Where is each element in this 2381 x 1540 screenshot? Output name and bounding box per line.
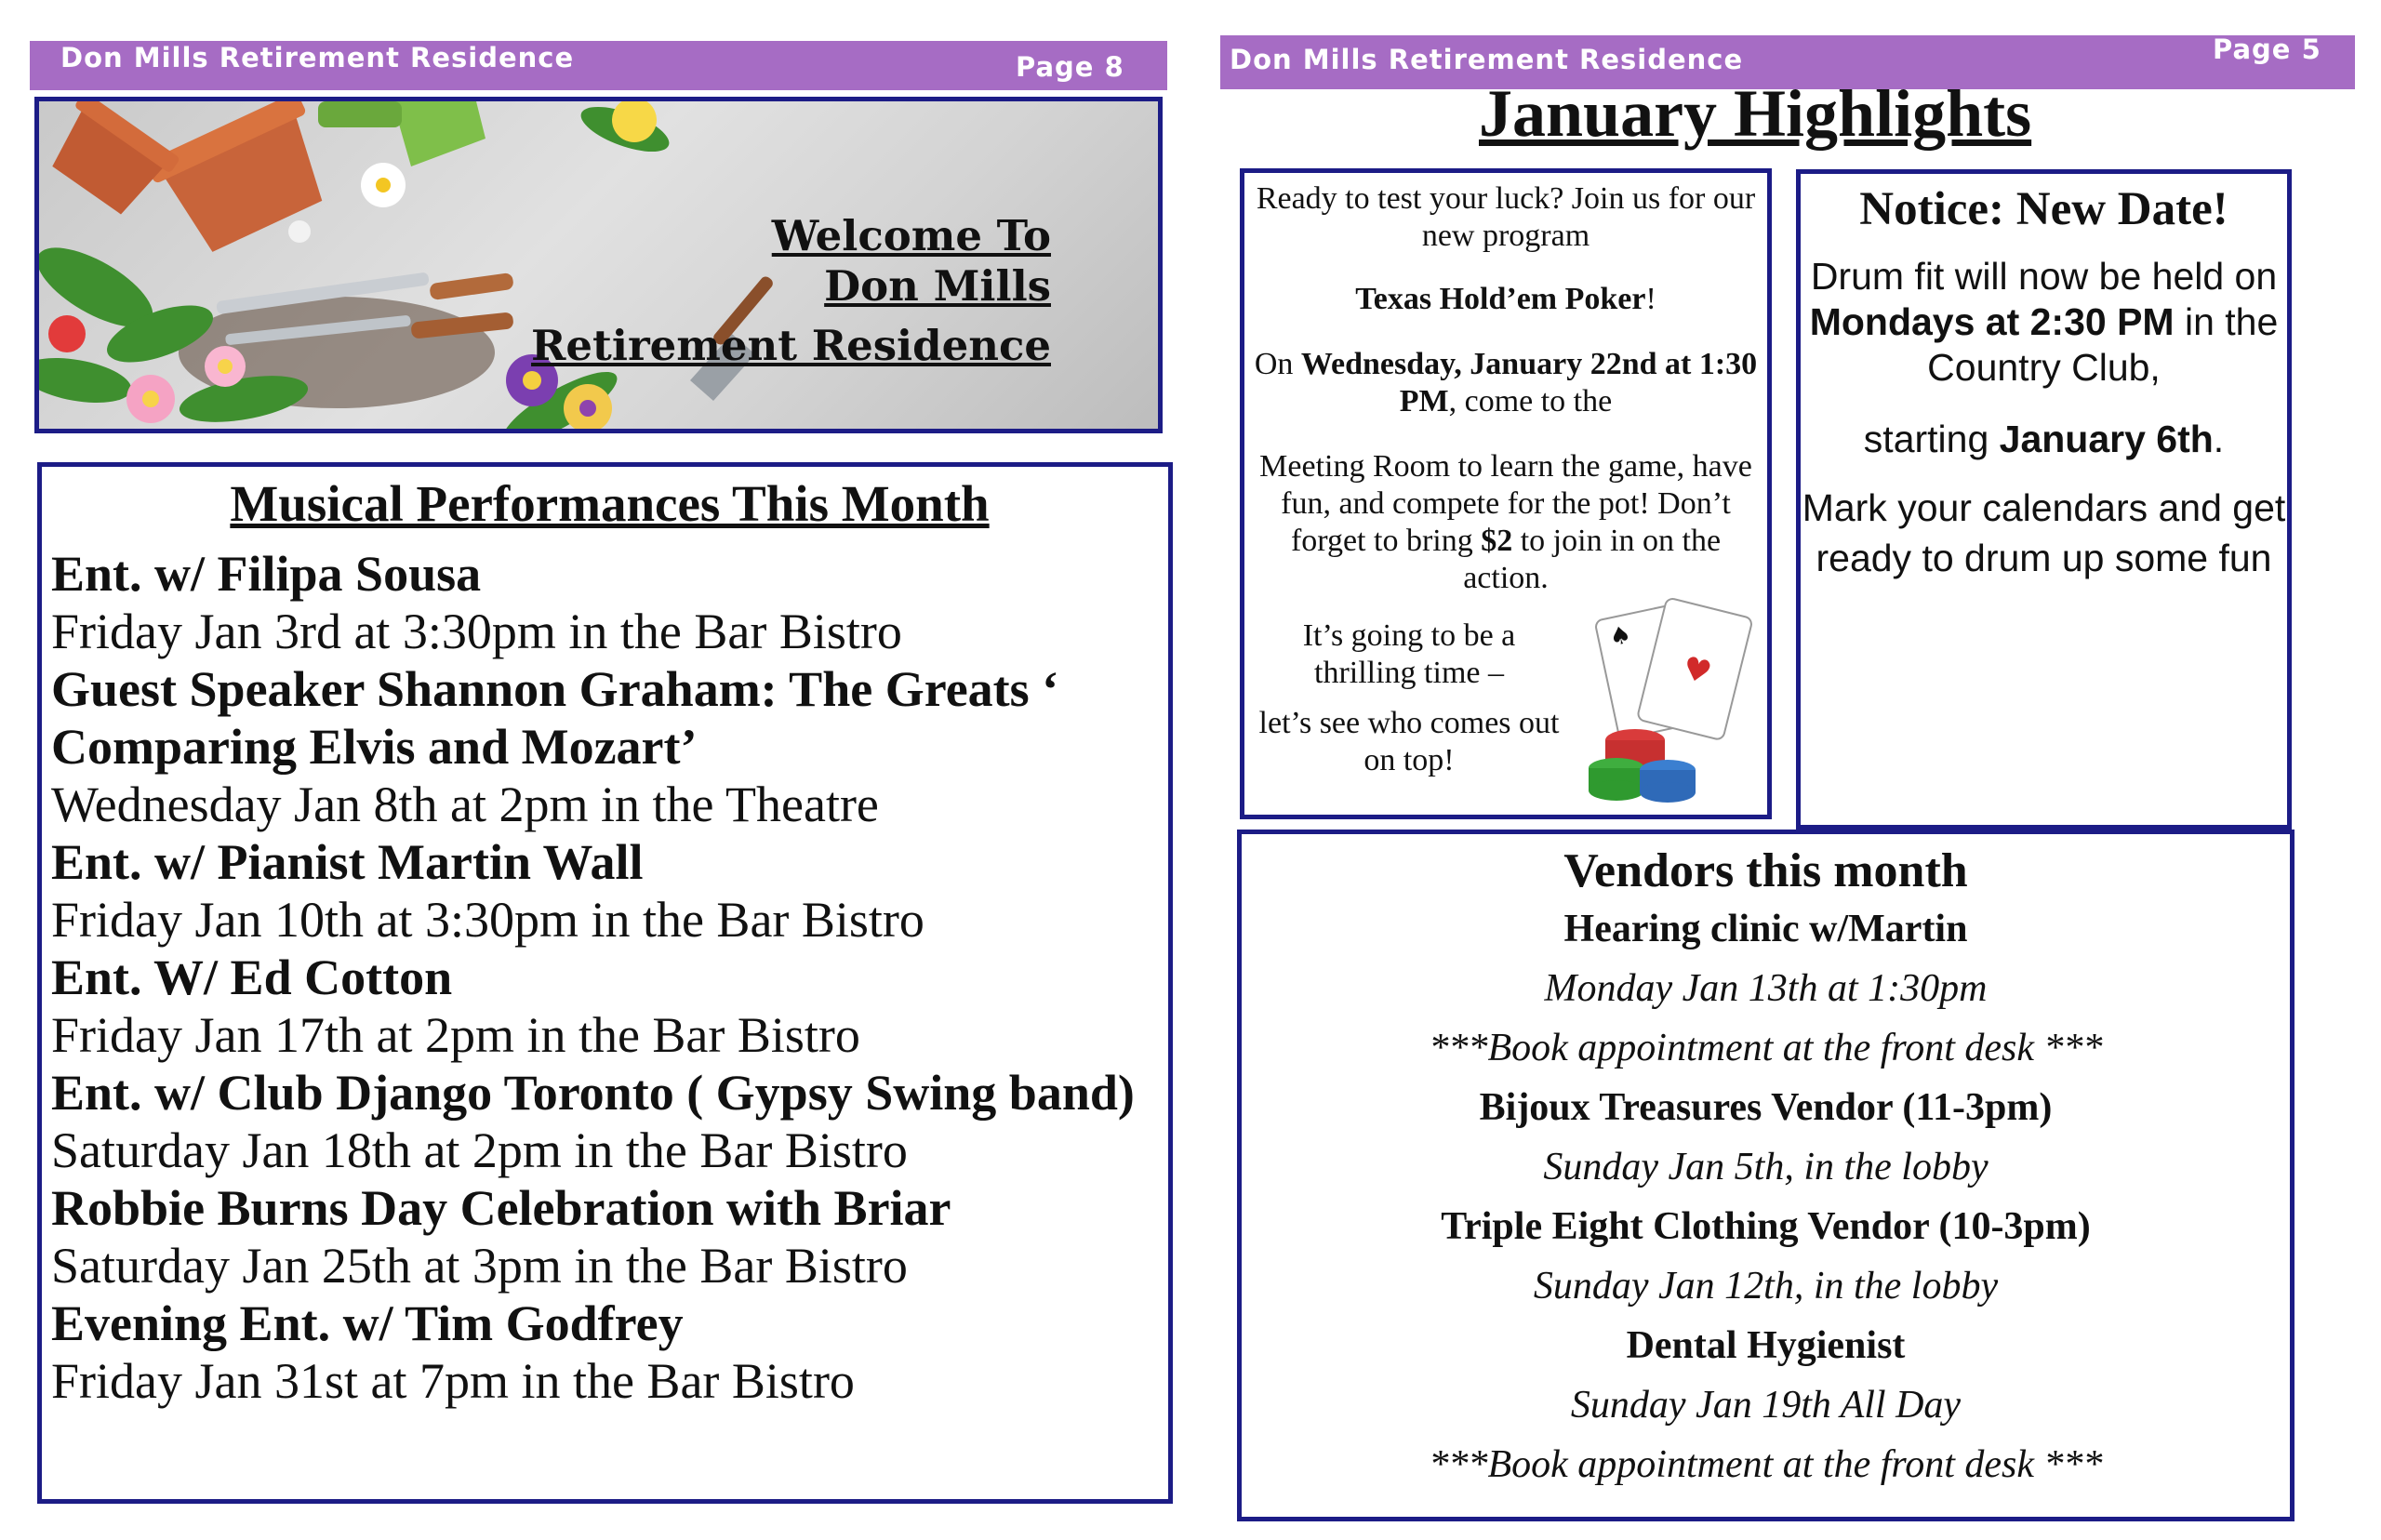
left-header-title: Don Mills Retirement Residence: [60, 42, 575, 73]
performance-item: [51, 833, 1168, 949]
notice-line-2-post: .: [2213, 418, 2225, 460]
performance-time: Friday Jan 10th at 3:30pm in the Bar Bistro: [51, 892, 924, 948]
svg-text:♠: ♠: [1606, 620, 1634, 653]
performance-name: Ent. w/ Club Django Toronto ( Gypsy Swing band): [51, 1065, 1135, 1121]
welcome-line-2: Don Mills: [824, 261, 1051, 311]
vendor-date: Sunday Jan 5th, in the lobby: [1543, 1146, 1989, 1188]
performance-time: Friday Jan 17th at 2pm in the Bar Bistro: [51, 1007, 860, 1063]
vendor-name: Bijoux Treasures Vendor (11-3pm): [1479, 1086, 2053, 1129]
vendor-date: Sunday Jan 19th All Day: [1570, 1384, 1962, 1427]
vendor-item: [1242, 1316, 2290, 1494]
poker-intro: Ready to test your luck? Join us for our new program: [1256, 181, 1756, 253]
vendor-note: ***Book appointment at the front desk ***: [1429, 1027, 2103, 1069]
right-header-title: Don Mills Retirement Residence: [1230, 44, 1744, 75]
poker-details: [1244, 448, 1767, 597]
performance-time: Saturday Jan 18th at 2pm in the Bar Bistro: [51, 1122, 908, 1178]
performance-item: [51, 949, 1168, 1064]
poker-closing-2: let’s see who comes out on top!: [1258, 706, 1560, 777]
vendor-name: Dental Hygienist: [1626, 1324, 1906, 1367]
vendor-date: Sunday Jan 12th, in the lobby: [1533, 1265, 1999, 1308]
performance-item: [51, 1179, 1168, 1294]
vendor-item: [1242, 1078, 2290, 1197]
poker-date-prefix: On: [1254, 347, 1301, 381]
poker-program-suffix: !: [1645, 282, 1656, 316]
welcome-line-3: Retirement Residence: [531, 321, 1051, 370]
performance-time: Saturday Jan 25th at 3pm in the Bar Bistro: [51, 1238, 908, 1294]
performance-name: Guest Speaker Shannon Graham: The Greats ‘ Comparing Elvis and Mozart’: [51, 661, 1059, 775]
performance-name: Evening Ent. w/ Tim Godfrey: [51, 1295, 684, 1351]
performance-name: Ent. W/ Ed Cotton: [51, 949, 453, 1005]
notice-heading: Notice: New Date!: [1859, 183, 2228, 235]
notice-line-1: [1801, 254, 2287, 391]
performance-name: Ent. w/ Pianist Martin Wall: [51, 834, 644, 890]
poker-program-line: [1244, 281, 1767, 318]
notice-line-2: [1801, 417, 2287, 462]
vendors-box: [1237, 830, 2295, 1521]
poker-buy-in: $2: [1481, 524, 1513, 558]
performance-time: Wednesday Jan 8th at 2pm in the Theatre: [51, 777, 879, 832]
poker-closing-1: It’s going to be a thrilling time –: [1302, 618, 1516, 690]
vendor-item: [1242, 1197, 2290, 1316]
notice-line-1-post: in the Country Club,: [1927, 300, 2279, 389]
poker-event-box: [1240, 168, 1772, 819]
poker-details-post: to join in on the action.: [1463, 524, 1722, 595]
performance-item: [51, 660, 1168, 833]
vendor-name: Triple Eight Clothing Vendor (10-3pm): [1441, 1205, 2091, 1248]
poker-program-name: Texas Hold’em Poker: [1355, 282, 1646, 316]
welcome-banner: [34, 97, 1163, 433]
poker-date-line: [1244, 346, 1767, 420]
performance-time: Friday Jan 3rd at 3:30pm in the Bar Bistro: [51, 604, 902, 659]
poker-date: Wednesday, January 22nd at 1:30 PM: [1300, 347, 1758, 418]
left-page-header-bar: [30, 41, 1167, 90]
svg-text:♥: ♥: [1678, 649, 1716, 693]
vendor-note: ***Book appointment at the front desk ***: [1429, 1443, 2103, 1486]
notice-line-2-pre: starting: [1863, 418, 2000, 460]
musical-performances-box: [37, 462, 1173, 1504]
performance-item: [51, 545, 1168, 660]
vendor-item: [1242, 899, 2290, 1078]
playing-cards-chips-icon: [1579, 591, 1765, 805]
right-header-page-number: Page 5: [2213, 33, 2321, 65]
vendors-heading: Vendors this month: [1563, 844, 1968, 897]
poker-date-suffix: , come to the: [1448, 384, 1613, 418]
notice-line-1-pre: Drum fit will now be held on: [1810, 255, 2278, 298]
performance-list: [51, 545, 1168, 1410]
performance-item: [51, 1064, 1168, 1179]
left-header-page-number: Page 8: [1016, 51, 1124, 83]
vendor-name: Hearing clinic w/Martin: [1563, 908, 1968, 950]
performance-name: Robbie Burns Day Celebration with Briar: [51, 1180, 951, 1236]
poker-details-pre: Meeting Room to learn the game, have fun, and compete for the pot! Don’t forget to bring: [1259, 449, 1752, 558]
notice-day-time: Mondays at 2:30 PM: [1809, 300, 2175, 343]
performance-item: [51, 1294, 1168, 1410]
musical-performances-heading: Musical Performances This Month: [230, 475, 990, 532]
vendor-date: Monday Jan 13th at 1:30pm: [1544, 967, 1988, 1010]
welcome-line-1: Welcome To: [771, 211, 1051, 260]
january-highlights-heading: January Highlights: [1479, 76, 2032, 151]
notice-start-date: January 6th: [1999, 418, 2214, 460]
notice-box: [1796, 169, 2292, 830]
welcome-title: [531, 211, 1051, 371]
notice-line-3: Mark your calendars and get ready to drum up some fun: [1802, 486, 2286, 579]
performance-time: Friday Jan 31st at 7pm in the Bar Bistro: [51, 1353, 855, 1409]
performance-name: Ent. w/ Filipa Sousa: [51, 546, 482, 602]
